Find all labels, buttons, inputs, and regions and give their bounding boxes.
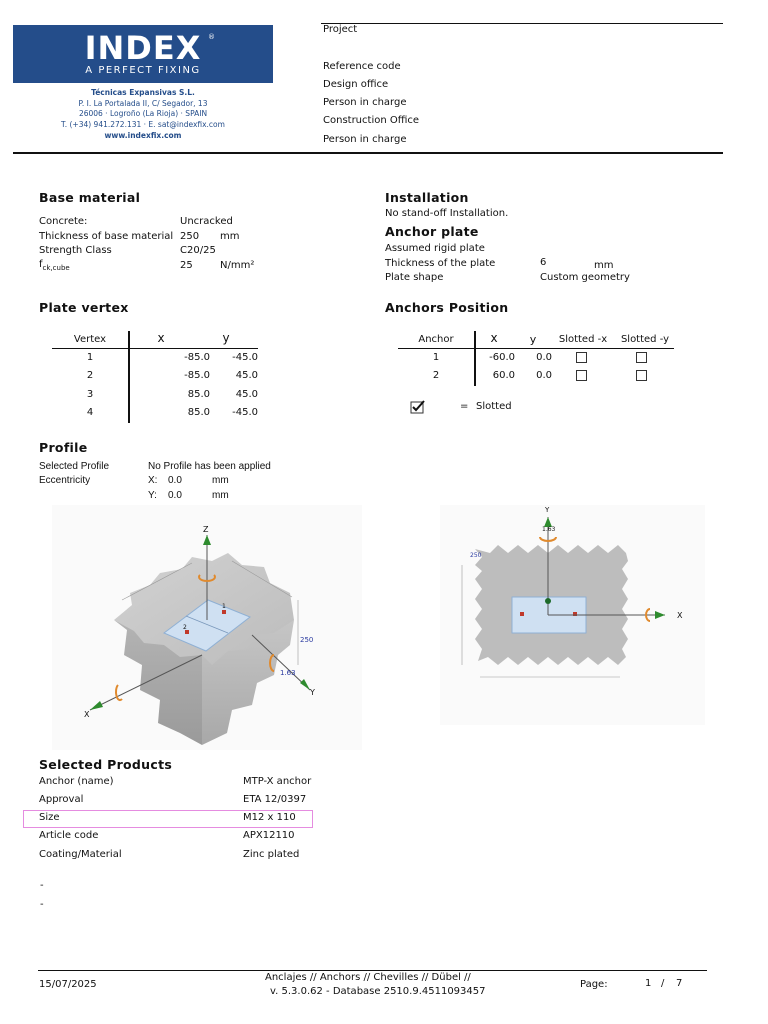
anchor-x-col-header: x <box>490 331 498 345</box>
brand-logo <box>13 25 273 83</box>
plan-x-axis-label: X <box>677 611 683 620</box>
slotted-x-col-header: Slotted -x <box>558 334 608 345</box>
eccentricity-x-unit: mm <box>212 475 229 486</box>
footer-title: Anclajes // Anchors // Chevilles // Dübel // <box>265 972 471 983</box>
header-person-in-charge-2: Person in charge <box>323 134 407 145</box>
eccentricity-x-label: X: <box>148 475 158 486</box>
y-axis-label: Y <box>310 688 315 697</box>
vertex-table-divider <box>128 331 130 423</box>
fck-label <box>39 259 70 272</box>
logo-registered-mark: ® <box>208 33 215 41</box>
thickness-dimension-label: 250 <box>300 636 314 644</box>
strength-class-label: Strength Class <box>39 245 112 256</box>
eccentricity-label: Eccentricity <box>39 475 91 486</box>
plate-thickness-label: Thickness of the plate <box>385 258 496 269</box>
plan-y-axis-label: Y <box>545 506 550 514</box>
product-coating-value: Zinc plated <box>243 849 300 860</box>
logo-tagline: A PERFECT FIXING <box>85 65 201 76</box>
product-article-code-label: Article code <box>39 830 99 841</box>
plan-x-axis-arrow-icon <box>655 611 665 619</box>
company-address-1: P. I. La Portalada II, C/ Segador, 13 <box>78 99 208 108</box>
moment-arrow-x-icon <box>116 685 122 700</box>
anchor-2-slotted-y-checkbox[interactable] <box>636 370 647 381</box>
anchor-label-1: 1 <box>222 603 226 610</box>
eccentricity-x-value: 0.0 <box>168 475 182 486</box>
product-approval-label: Approval <box>39 794 84 805</box>
anchors-position-title: Anchors Position <box>385 300 509 315</box>
anchor-row-2-x: 60.0 <box>492 370 515 381</box>
plan-anchor-1-marker <box>520 612 524 616</box>
vertex-col-header: Vertex <box>73 334 107 345</box>
vertex-row-4-y: -45.0 <box>232 407 258 418</box>
slotted-y-col-header: Slotted -y <box>620 334 670 345</box>
plate-thickness-value: 6 <box>540 257 547 268</box>
selected-profile-value: No Profile has been applied <box>148 461 271 472</box>
plate-thickness-unit: mm <box>594 260 614 271</box>
footer-page-separator: / <box>661 978 665 989</box>
header-project: Project <box>323 24 358 35</box>
note-dash-2: - <box>40 899 44 910</box>
slotted-legend-check-icon <box>410 399 426 415</box>
footer-version: v. 5.3.0.62 - Database 2510.9.4511093457 <box>270 986 486 997</box>
company-address-2: 26006 · Logroño (La Rioja) · SPAIN <box>78 109 208 118</box>
header-construction-office: Construction Office <box>323 115 420 126</box>
anchor-row-2-y: 0.0 <box>536 370 552 381</box>
anchor-row-2-id: 2 <box>432 370 440 381</box>
thickness-label: Thickness of base material <box>39 231 174 242</box>
anchor-plate-title: Anchor plate <box>385 224 479 239</box>
installation-text: No stand-off Installation. <box>385 208 509 219</box>
header-reference-code: Reference code <box>323 61 401 72</box>
anchors-table-divider <box>474 331 476 386</box>
fck-value: 25 <box>180 260 193 271</box>
product-approval-value: ETA 12/0397 <box>243 794 307 805</box>
eccentricity-y-value: 0.0 <box>168 490 182 501</box>
plate-vertex-title: Plate vertex <box>39 300 129 315</box>
slotted-legend-equals: = <box>460 401 469 412</box>
plan-moment-value-label: 1.63 <box>542 526 556 533</box>
vertex-row-1-id: 1 <box>86 352 94 363</box>
fck-unit: N/mm² <box>220 260 255 271</box>
y-axis-arrow-icon <box>300 679 310 690</box>
z-axis-arrow-icon <box>203 535 211 545</box>
footer-page-current: 1 <box>645 978 652 989</box>
z-axis-label: Z <box>203 525 209 534</box>
product-anchor-name-value: MTP-X anchor <box>243 776 312 787</box>
company-contact: T. (+34) 941.272.131 · E. sat@indexfix.com <box>61 120 225 129</box>
concrete-value: Uncracked <box>180 216 233 227</box>
x-axis-arrow-icon <box>90 701 103 710</box>
vertex-row-4-x: 85.0 <box>187 407 210 418</box>
product-article-code-value: APX12110 <box>243 830 295 841</box>
vertex-row-1-x: -85.0 <box>184 352 210 363</box>
anchor-col-header: Anchor <box>418 334 454 345</box>
anchors-header-rule <box>398 348 674 349</box>
company-name: Técnicas Expansivas S.L. <box>91 88 195 97</box>
anchor-1-slotted-y-checkbox[interactable] <box>636 352 647 363</box>
plan-dimension-label: 250 <box>470 552 482 559</box>
thickness-value: 250 <box>180 231 200 242</box>
moment-value-label: 1.63 <box>280 669 296 677</box>
plate-shape-value: Custom geometry <box>540 272 630 283</box>
vertex-row-2-id: 2 <box>86 370 94 381</box>
y-col-header: y <box>222 331 230 345</box>
product-size-label: Size <box>39 812 60 823</box>
eccentricity-y-label: Y: <box>148 490 157 501</box>
logo-wordmark: INDEX <box>84 29 202 67</box>
vertex-row-1-y: -45.0 <box>232 352 258 363</box>
fck-symbol: f <box>39 259 43 270</box>
thickness-unit: mm <box>220 231 240 242</box>
plan-origin-marker <box>545 598 551 604</box>
selected-products-title: Selected Products <box>39 757 173 772</box>
footer-page-total: 7 <box>676 978 683 989</box>
vertex-row-4-id: 4 <box>86 407 94 418</box>
note-dash-1: - <box>40 880 44 891</box>
footer-rule <box>38 970 707 971</box>
product-size-value: M12 x 110 <box>243 812 296 823</box>
plan-view[interactable] <box>440 505 705 725</box>
fck-subscript: ck,cube <box>42 264 70 272</box>
header-person-in-charge: Person in charge <box>323 97 407 108</box>
footer-date: 15/07/2025 <box>39 979 97 990</box>
header-bottom-rule <box>13 152 723 154</box>
strength-class-value: C20/25 <box>180 245 216 256</box>
vertex-row-2-x: -85.0 <box>184 370 210 381</box>
slotted-legend-text: Slotted <box>476 401 512 412</box>
anchor-y-col-header: y <box>529 333 537 346</box>
product-anchor-name-label: Anchor (name) <box>39 776 114 787</box>
base-material-title: Base material <box>39 190 141 205</box>
plate-shape-label: Plate shape <box>385 272 444 283</box>
anchor-2-slotted-x-checkbox[interactable] <box>576 370 587 381</box>
vertex-header-rule <box>52 348 258 349</box>
installation-title: Installation <box>385 190 469 205</box>
concrete-label: Concrete: <box>39 216 88 227</box>
isometric-view[interactable] <box>52 505 362 750</box>
vertex-row-3-y: 45.0 <box>235 389 258 400</box>
anchor-row-1-y: 0.0 <box>536 352 552 363</box>
company-website: www.indexfix.com <box>104 131 182 140</box>
vertex-row-2-y: 45.0 <box>235 370 258 381</box>
product-coating-label: Coating/Material <box>39 849 122 860</box>
anchor-label-2: 2 <box>183 624 187 631</box>
anchor-1-slotted-x-checkbox[interactable] <box>576 352 587 363</box>
anchor-1-marker <box>222 610 226 614</box>
vertex-row-3-id: 3 <box>86 389 94 400</box>
anchor-row-1-id: 1 <box>432 352 440 363</box>
header-design-office: Design office <box>323 79 389 90</box>
assumed-rigid-plate: Assumed rigid plate <box>385 243 485 254</box>
footer-page-label: Page: <box>580 979 608 990</box>
eccentricity-y-unit: mm <box>212 490 229 501</box>
profile-title: Profile <box>39 440 88 455</box>
x-col-header: x <box>157 331 165 345</box>
anchor-row-1-x: -60.0 <box>489 352 515 363</box>
header-top-rule <box>321 23 723 24</box>
selected-profile-label: Selected Profile <box>39 461 110 472</box>
vertex-row-3-x: 85.0 <box>187 389 210 400</box>
x-axis-label: X <box>84 710 90 719</box>
